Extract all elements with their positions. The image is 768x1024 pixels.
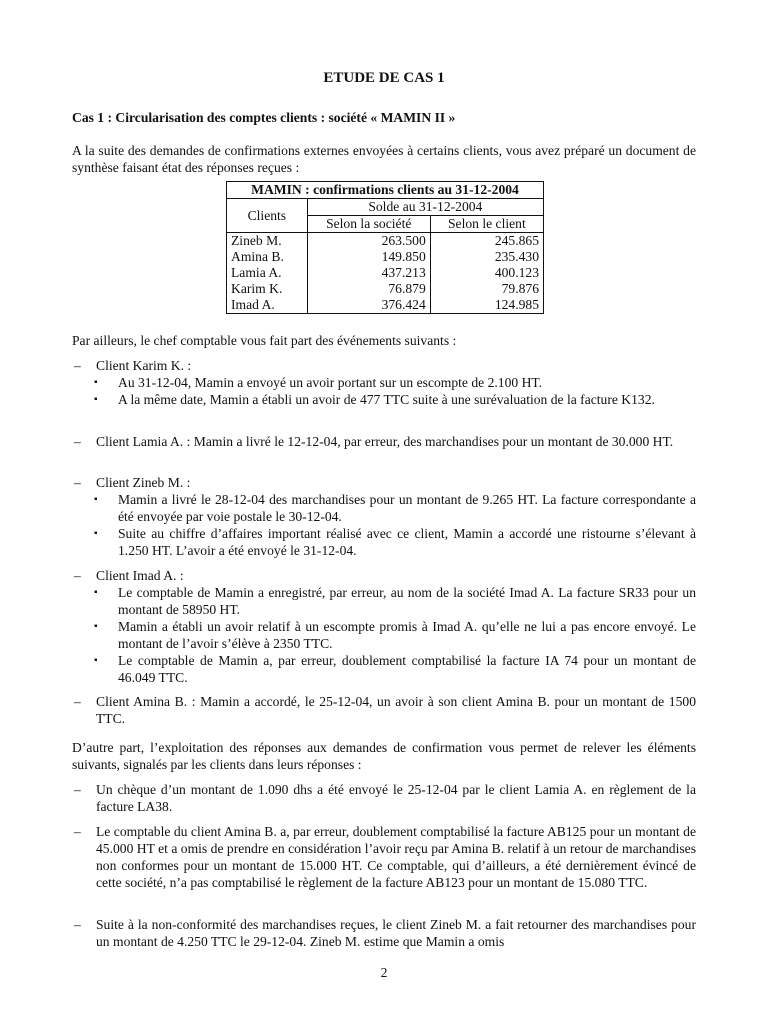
response-text: – Le comptable du client Amina B. a, par erreur, doublement comptabilisé la facture AB125 pour un montant de 45.000 HT et a omis de prendre en considération l’avoir reçu par Amina B. relatif à un retour de marchandises non conformes pour un montant de 15.000 HT. Ce comptable, qui d’ailleurs, a été dernièrement évincé de cette société, n’a pas comptabilisé le règlement de la facture AB123 pour un montant de 15.080 TTC. <box>72 823 696 891</box>
event-label: – Client Zineb M. : <box>72 474 696 491</box>
cell-client-value: 124.985 <box>430 297 543 314</box>
event-bullet: ▪ Le comptable de Mamin a enregistré, par erreur, au nom de la société Imad A. La facture SR33 pour un montant de 58950 HT. <box>118 584 696 618</box>
cell-client-value: 245.865 <box>430 233 543 250</box>
table-row <box>227 265 544 281</box>
event-bullet: ▪ Au 31-12-04, Mamin a envoyé un avoir portant sur un escompte de 2.100 HT. <box>118 374 696 391</box>
response-item <box>72 916 696 950</box>
col-header-client: Selon le client <box>430 216 543 233</box>
case-heading: Cas 1 : Circularisation des comptes clients : société « MAMIN II » <box>72 110 456 125</box>
event-bullet: ▪ Mamin a établi un avoir relatif à un escompte promis à Imad A. qu’elle ne lui a pas encore envoyé. Le montant de l’avoir s’élève à 2350 TTC. <box>118 618 696 652</box>
table-row <box>227 249 544 265</box>
event-amina <box>72 693 696 727</box>
table-caption: MAMIN : confirmations clients au 31-12-2004 <box>227 182 544 199</box>
page-number: 2 <box>380 965 388 980</box>
table-row <box>227 233 544 250</box>
cell-societe: 76.879 <box>307 281 430 297</box>
cell-societe: 376.424 <box>307 297 430 314</box>
event-karim <box>72 357 696 408</box>
event-zineb <box>72 474 696 559</box>
table-row <box>227 281 544 297</box>
event-bullets <box>72 584 696 686</box>
cell-societe: 437.213 <box>307 265 430 281</box>
cell-client: Imad A. <box>227 297 308 314</box>
event-bullets <box>72 491 696 559</box>
response-text: – Suite à la non-conformité des marchandises reçues, le client Zineb M. a fait retourner des marchandises pour un montant de 4.250 TTC le 29-12-04. Zineb M. estime que Mamin a omis <box>72 916 696 950</box>
response-text: – Un chèque d’un montant de 1.090 dhs a été envoyé le 25-12-04 par le client Lamia A. en règlement de la facture LA38. <box>72 781 696 815</box>
event-bullet: ▪ Suite au chiffre d’affaires important réalisé avec ce client, Mamin a accordé une ristourne s’élevant à 1.250 HT. L’avoir a été envoyé le 31-12-04. <box>118 525 696 559</box>
col-header-societe: Selon la société <box>307 216 430 233</box>
event-label: – Client Karim K. : <box>72 357 696 374</box>
event-bullet: ▪ Le comptable de Mamin a, par erreur, doublement comptabilisé la facture IA 74 pour un montant de 46.049 TTC. <box>118 652 696 686</box>
cell-client-value: 235.430 <box>430 249 543 265</box>
cell-client-value: 400.123 <box>430 265 543 281</box>
event-imad <box>72 567 696 686</box>
event-bullets <box>72 374 696 408</box>
event-bullet: ▪ A la même date, Mamin a établi un avoir de 477 TTC suite à une surévaluation de la facture K132. <box>118 391 696 408</box>
cell-societe: 149.850 <box>307 249 430 265</box>
page-title: ETUDE DE CAS 1 <box>323 70 445 86</box>
event-lamia <box>72 433 696 450</box>
events-intro-paragraph: Par ailleurs, le chef comptable vous fait part des événements suivants : <box>72 333 457 348</box>
confirmations-table <box>226 181 544 314</box>
event-label: – Client Amina B. : Mamin a accordé, le 25-12-04, un avoir à son client Amina B. pour un montant de 1500 TTC. <box>72 693 696 727</box>
cell-client: Karim K. <box>227 281 308 297</box>
intro-paragraph: A la suite des demandes de confirmations externes envoyées à certains clients, vous avez préparé un document de synthèse faisant état des réponses reçues : <box>72 143 696 175</box>
cell-societe: 263.500 <box>307 233 430 250</box>
response-item <box>72 823 696 891</box>
col-header-clients: Clients <box>227 199 308 233</box>
event-label: – Client Lamia A. : Mamin a livré le 12-12-04, par erreur, des marchandises pour un montant de 30.000 HT. <box>72 433 696 450</box>
table-row <box>227 297 544 314</box>
cell-client-value: 79.876 <box>430 281 543 297</box>
responses-intro-paragraph: D’autre part, l’exploitation des réponses aux demandes de confirmation vous permet de relever les éléments suivants, signalés par les clients dans leurs réponses : <box>72 740 696 772</box>
cell-client: Lamia A. <box>227 265 308 281</box>
response-item <box>72 781 696 815</box>
col-header-solde: Solde au 31-12-2004 <box>307 199 543 216</box>
cell-client: Zineb M. <box>227 233 308 250</box>
event-bullet: ▪ Mamin a livré le 28-12-04 des marchandises pour un montant de 9.265 HT. La facture correspondante a été envoyée par voie postale le 30-12-04. <box>118 491 696 525</box>
cell-client: Amina B. <box>227 249 308 265</box>
event-label: – Client Imad A. : <box>72 567 696 584</box>
